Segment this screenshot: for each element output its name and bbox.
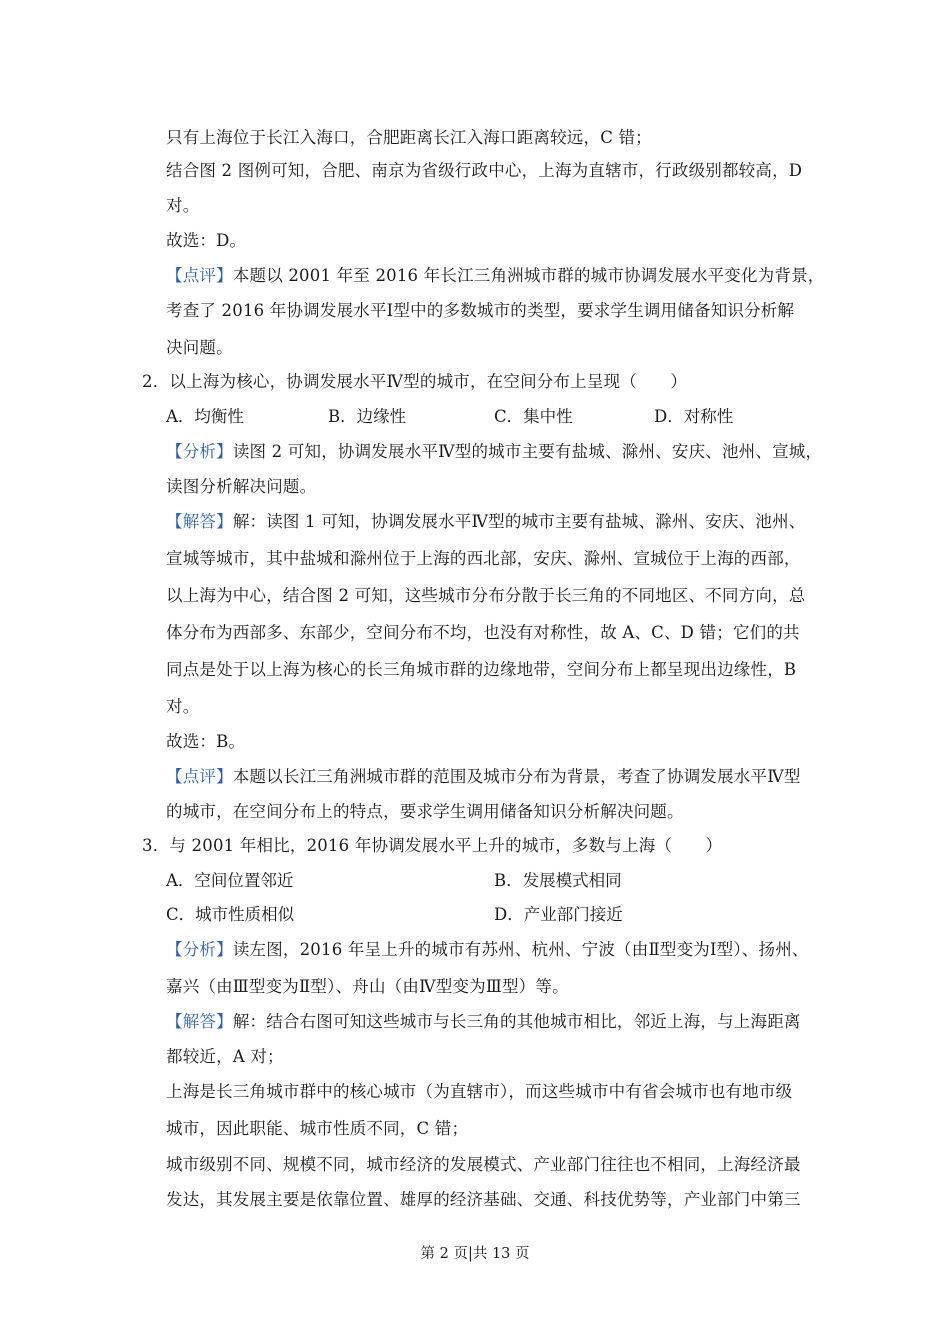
page-footer: 第 2 页|共 13 页 xyxy=(420,1246,530,1262)
answer-line xyxy=(166,512,805,532)
analysis-text: 读左图，2016 年呈上升的城市有苏州、杭州、宁波（由Ⅱ型变为Ⅰ型）、扬州、 xyxy=(232,940,809,959)
text-line: 城市，因此职能、城市性质不同，C 错； xyxy=(166,1119,469,1138)
analysis-line xyxy=(166,940,809,960)
question-3: 3．与 2001 年相比，2016 年协调发展水平上升的城市，多数与上海（ ） xyxy=(142,836,723,855)
question-3-options-row1 xyxy=(166,871,806,891)
text-line: 对。 xyxy=(166,196,200,215)
question-2: 2．以上海为核心，协调发展水平Ⅳ型的城市，在空间分布上呈现（ ） xyxy=(142,372,688,391)
answer-text: 解：结合右图可知这些城市与长三角的其他城市相比，邻近上海，与上海距离 xyxy=(232,1012,801,1031)
text-line: 发达，其发展主要是依靠位置、雄厚的经济基础、交通、科技优势等，产业部门中第三 xyxy=(166,1190,801,1209)
comment-line xyxy=(166,266,824,286)
text-line: 体分布为西部多、东部少，空间分布不均，也没有对称性，故 A、C、D 错；它们的共 xyxy=(166,623,800,642)
option-d: D．产业部门接近 xyxy=(494,905,623,924)
text-line: 宣城等城市，其中盐城和滁州位于上海的西北部，安庆、滁州、宣城位于上海的西部， xyxy=(166,549,801,568)
analysis-line xyxy=(166,442,822,462)
option-c: C．集中性 xyxy=(494,407,573,426)
answer-text: 解：读图 1 可知，协调发展水平Ⅳ型的城市主要有盐城、滁州、安庆、池州、 xyxy=(232,512,806,531)
text-line: 对。 xyxy=(166,697,200,716)
question-3-options-row2 xyxy=(166,905,806,925)
text-line: 的城市，在空间分布上的特点，要求学生调用储备知识分析解决问题。 xyxy=(166,802,684,821)
comment-tag: 【点评】 xyxy=(166,767,233,786)
option-d: D．对称性 xyxy=(654,407,734,426)
option-c: C．城市性质相似 xyxy=(166,905,295,924)
text-line: 决问题。 xyxy=(166,338,233,357)
option-b: B．发展模式相同 xyxy=(494,871,622,890)
text-line: 城市级别不同、规模不同，城市经济的发展模式、产业部门往往也不相同，上海经济最 xyxy=(166,1155,801,1174)
text-line: 只有上海位于长江入海口，合肥距离长江入海口距离较远，C 错； xyxy=(166,128,652,147)
answer-line xyxy=(166,1012,801,1032)
answer-tag: 【解答】 xyxy=(166,1012,233,1031)
comment-text: 本题以长江三角洲城市群的范围及城市分布为背景，考查了协调发展水平Ⅳ型 xyxy=(232,767,801,786)
option-a: A．均衡性 xyxy=(166,407,244,426)
text-line: 同点是处于以上海为核心的长三角城市群的边缘地带，空间分布上都呈现出边缘性，B xyxy=(166,660,797,679)
analysis-text: 读图 2 可知，协调发展水平Ⅳ型的城市主要有盐城、滁州、安庆、池州、宣城， xyxy=(232,442,823,461)
analysis-tag: 【分析】 xyxy=(166,442,233,461)
text-line: 故选：D。 xyxy=(166,231,247,250)
text-line: 考查了 2016 年协调发展水平Ⅰ型中的多数城市的类型，要求学生调用储备知识分析解 xyxy=(166,301,795,320)
comment-tag: 【点评】 xyxy=(166,266,233,285)
text-line: 上海是长三角城市群中的核心城市（为直辖市），而这些城市中有省会城市也有地市级 xyxy=(166,1082,793,1101)
text-line: 以上海为中心，结合图 2 可知，这些城市分布分散于长三角的不同地区、不同方向，总 xyxy=(166,586,806,605)
answer-tag: 【解答】 xyxy=(166,512,233,531)
comment-line xyxy=(166,767,801,787)
comment-text: 本题以 2001 年至 2016 年长江三角洲城市群的城市协调发展水平变化为背景， xyxy=(232,266,825,285)
text-line: 都较近，A 对； xyxy=(166,1047,284,1066)
text-line: 读图分析解决问题。 xyxy=(166,477,317,496)
question-2-options xyxy=(166,407,866,427)
text-line: 嘉兴（由Ⅲ型变为Ⅱ型）、舟山（由Ⅳ型变为Ⅲ型）等。 xyxy=(166,977,569,996)
analysis-tag: 【分析】 xyxy=(166,940,233,959)
option-b: B．边缘性 xyxy=(328,407,407,426)
text-line: 结合图 2 图例可知，合肥、南京为省级行政中心，上海为直辖市，行政级别都较高，D xyxy=(166,161,803,180)
option-a: A．空间位置邻近 xyxy=(166,871,294,890)
text-line: 故选：B。 xyxy=(166,732,246,751)
